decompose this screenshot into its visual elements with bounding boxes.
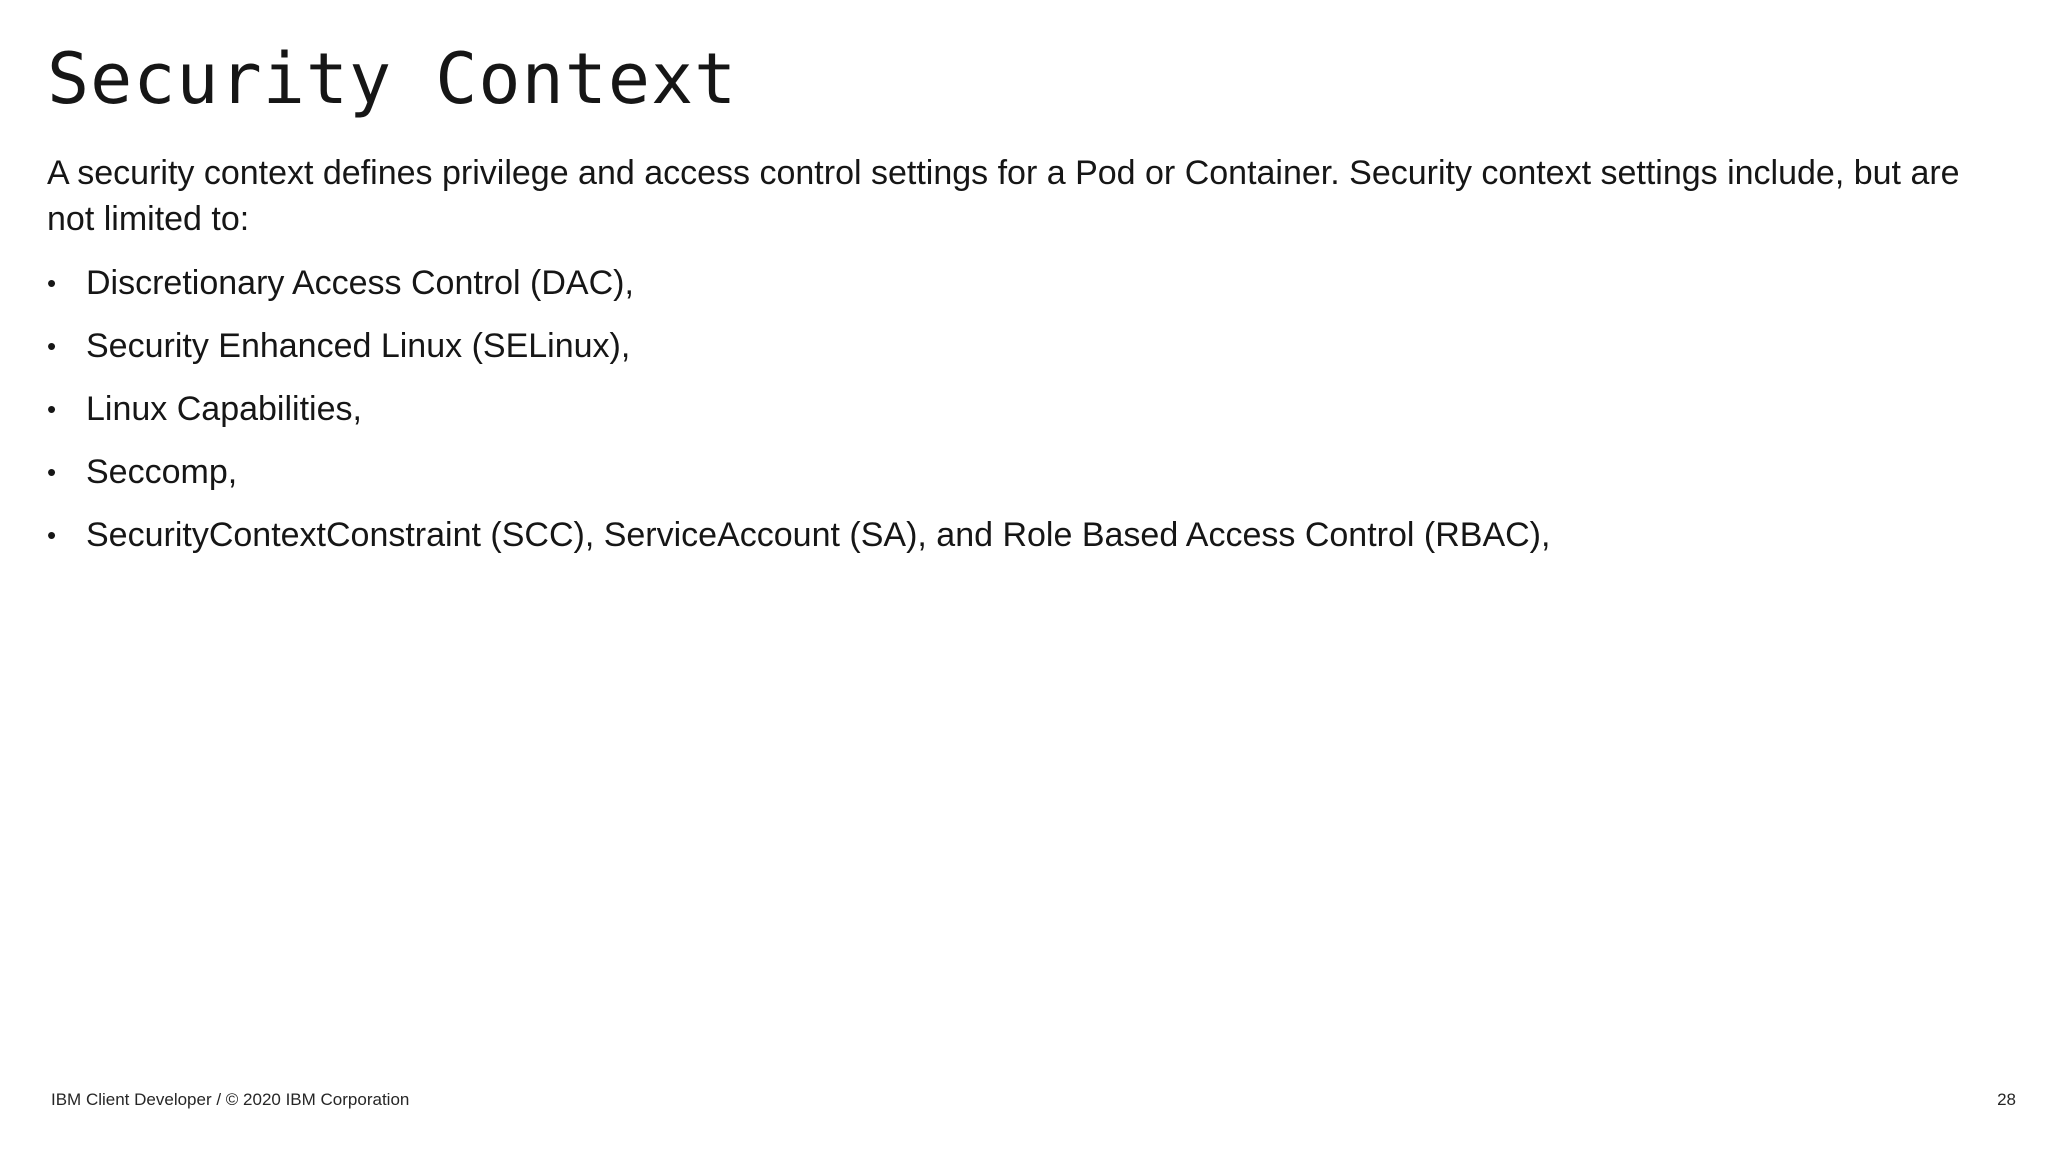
list-item-text: Security Enhanced Linux (SELinux), <box>86 327 631 365</box>
page-number: 28 <box>1997 1090 2016 1109</box>
footer-copyright: IBM Client Developer / © 2020 IBM Corporation <box>51 1090 410 1109</box>
bullet-icon: • <box>47 457 57 487</box>
bullet-icon: • <box>47 394 57 424</box>
bullet-list <box>47 260 1550 575</box>
bullet-icon: • <box>47 268 57 298</box>
bullet-icon: • <box>47 520 57 550</box>
bullet-icon: • <box>47 331 57 361</box>
list-item <box>47 449 1550 512</box>
list-item <box>47 512 1550 575</box>
slide-title: Security Context <box>47 38 738 120</box>
list-item <box>47 260 1550 323</box>
list-item-text: Seccomp, <box>86 453 238 491</box>
intro-paragraph: A security context defines privilege and access control settings for a Pod or Container. Security context settings include, but are not limited to: <box>47 154 1960 238</box>
list-item-text: Discretionary Access Control (DAC), <box>86 264 634 302</box>
list-item <box>47 386 1550 449</box>
list-item-text: Linux Capabilities, <box>86 390 362 428</box>
list-item <box>47 323 1550 386</box>
list-item-text: SecurityContextConstraint (SCC), ServiceAccount (SA), and Role Based Access Control (RBAC), <box>86 516 1551 554</box>
